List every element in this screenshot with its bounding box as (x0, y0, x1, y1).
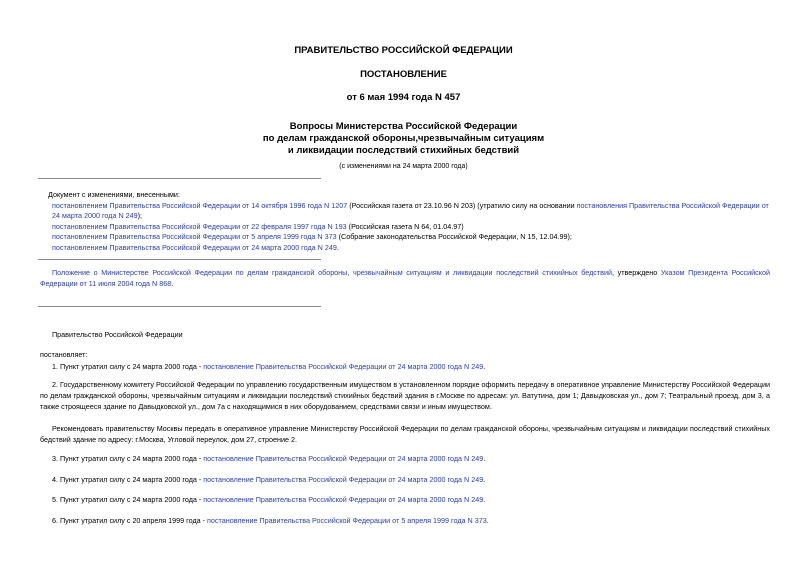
clause-4: 4. Пункт утратил силу с 24 марта 2000 года - постановление Правительства Российской Федерации от 24 марта 2000 года N 249. (52, 475, 486, 484)
clause-5: 5. Пункт утратил силу с 24 марта 2000 года - постановление Правительства Российской Федерации от 24 марта 2000 года N 249. (52, 495, 486, 504)
clause-2: 2. Государственному комитету Российской Федерации по управлению государственным имуществом в установленном порядке оформить передачу в оперативное управление Министерству Российской Федерации по делам гражданской обороны, чрезвычайным ситуациям и ликвидации последствий стихийных бедствий здания в г.Москве по адресам: ул. Ватутина, дом 1; Давыдковская ул., дом 7; Театральный проезд, дом 3, а также строящееся здание по Давыдковской ул., дом 7а с находящимися в них оборудованием, средствами связи и иным имуществом. (40, 380, 770, 411)
change-link-193[interactable]: постановлением Правительства Российской Федерации от 22 февраля 1997 года N 193 (52, 221, 347, 231)
clause-1-link[interactable]: постановление Правительства Российской Федерации от 24 марта 2000 года N 249 (203, 362, 484, 371)
clause-3: 3. Пункт утратил силу с 24 марта 2000 года - постановление Правительства Российской Федерации от 24 марта 2000 года N 249. (52, 454, 486, 463)
change-link-249-b[interactable]: постановлением Правительства Российской Федерации от 24 марта 2000 года N 249 (52, 242, 337, 252)
document-date-number: от 6 мая 1994 года N 457 (346, 92, 461, 103)
change-link-1207[interactable]: постановлением Правительства Российской Федерации от 14 октября 1996 года N 1207 (52, 200, 348, 210)
clause-2-recommendation: Рекомендовать правительству Москвы передать в оперативное управление Министерству Российской Федерации по делам гражданской обороны, чрезвычайным ситуациям и ликвидации последствий стихийных бедствий здание по адресу: г.Москва, Угловой переулок, дом 27, строение 2. (40, 424, 770, 444)
regulation-link[interactable]: Положение о Министерстве Российской Федерации по делам гражданской обороны, чрезвычайным ситуациям и ликвидации последствий стихийных бедствий (52, 268, 613, 277)
change-item-1: постановлением Правительства Российской Федерации от 14 октября 1996 года N 1207 (Российская газета от 23.10.96 N 203) (утратило силу на основании постановления Правительства Российской Федерации от 24 марта 2000 года N 249); (52, 200, 769, 221)
change-item-4: постановлением Правительства Российской Федерации от 24 марта 2000 года N 249. (52, 242, 339, 252)
title-line-1: Вопросы Министерства Российской Федерации (289, 121, 518, 132)
amendment-note: (с изменениями на 24 марта 2000 года) (339, 163, 468, 170)
divider (38, 259, 321, 260)
divider (38, 178, 321, 179)
changes-list (40, 190, 770, 254)
clause-1: 1. Пункт утратил силу с 24 марта 2000 года - постановление Правительства Российской Федерации от 24 марта 2000 года N 249. (52, 362, 486, 371)
clause-6-link[interactable]: постановление Правительства Российской Федерации от 5 апреля 1999 года N 373 (207, 516, 487, 525)
clause-3-link[interactable]: постановление Правительства Российской Федерации от 24 марта 2000 года N 249 (203, 454, 484, 463)
change-link-373[interactable]: постановлением Правительства Российской Федерации от 5 апреля 1999 года N 373 (52, 232, 337, 242)
regulation-note: Положение о Министерстве Российской Федерации по делам гражданской обороны, чрезвычайным ситуациям и ликвидации последствий стихийных бедствий, утверждено Указом Президента Российской Федерации от 11 июля 2004 года N 868. (40, 268, 770, 288)
document-type: ПОСТАНОВЛЕНИЕ (360, 69, 447, 80)
resolves-label: постановляет: (40, 350, 88, 359)
title-line-2: по делам гражданской обороны,чрезвычайным ситуациям (262, 133, 545, 144)
issuer: Правительство Российской Федерации (52, 330, 183, 339)
title-line-3: и ликвидации последствий стихийных бедствий (287, 145, 520, 156)
decree-link-868[interactable]: Указом Президента Российской Федерации от 11 июля 2004 года N 868 (40, 268, 770, 288)
change-item-2: постановлением Правительства Российской Федерации от 22 февраля 1997 года N 193 (Российская газета N 64, 01.04.97) (52, 221, 464, 231)
clause-5-link[interactable]: постановление Правительства Российской Федерации от 24 марта 2000 года N 249 (203, 495, 484, 504)
government-heading: ПРАВИТЕЛЬСТВО РОССИЙСКОЙ ФЕДЕРАЦИИ (294, 45, 513, 56)
change-link-249[interactable]: постановления Правительства Российской Федерации от 24 марта 2000 года N 249 (52, 200, 769, 221)
change-item-3: постановлением Правительства Российской Федерации от 5 апреля 1999 года N 373 (Собрание законодательства Российской Федерации, N 15, 12.04.99); (52, 232, 572, 242)
divider (38, 306, 321, 307)
changes-intro: Документ с изменениями, внесенными: (48, 190, 180, 199)
clause-6: 6. Пункт утратил силу с 20 апреля 1999 года - постановление Правительства Российской Федерации от 5 апреля 1999 года N 373. (52, 516, 489, 525)
clause-4-link[interactable]: постановление Правительства Российской Федерации от 24 марта 2000 года N 249 (203, 475, 484, 484)
document-title (0, 121, 807, 157)
